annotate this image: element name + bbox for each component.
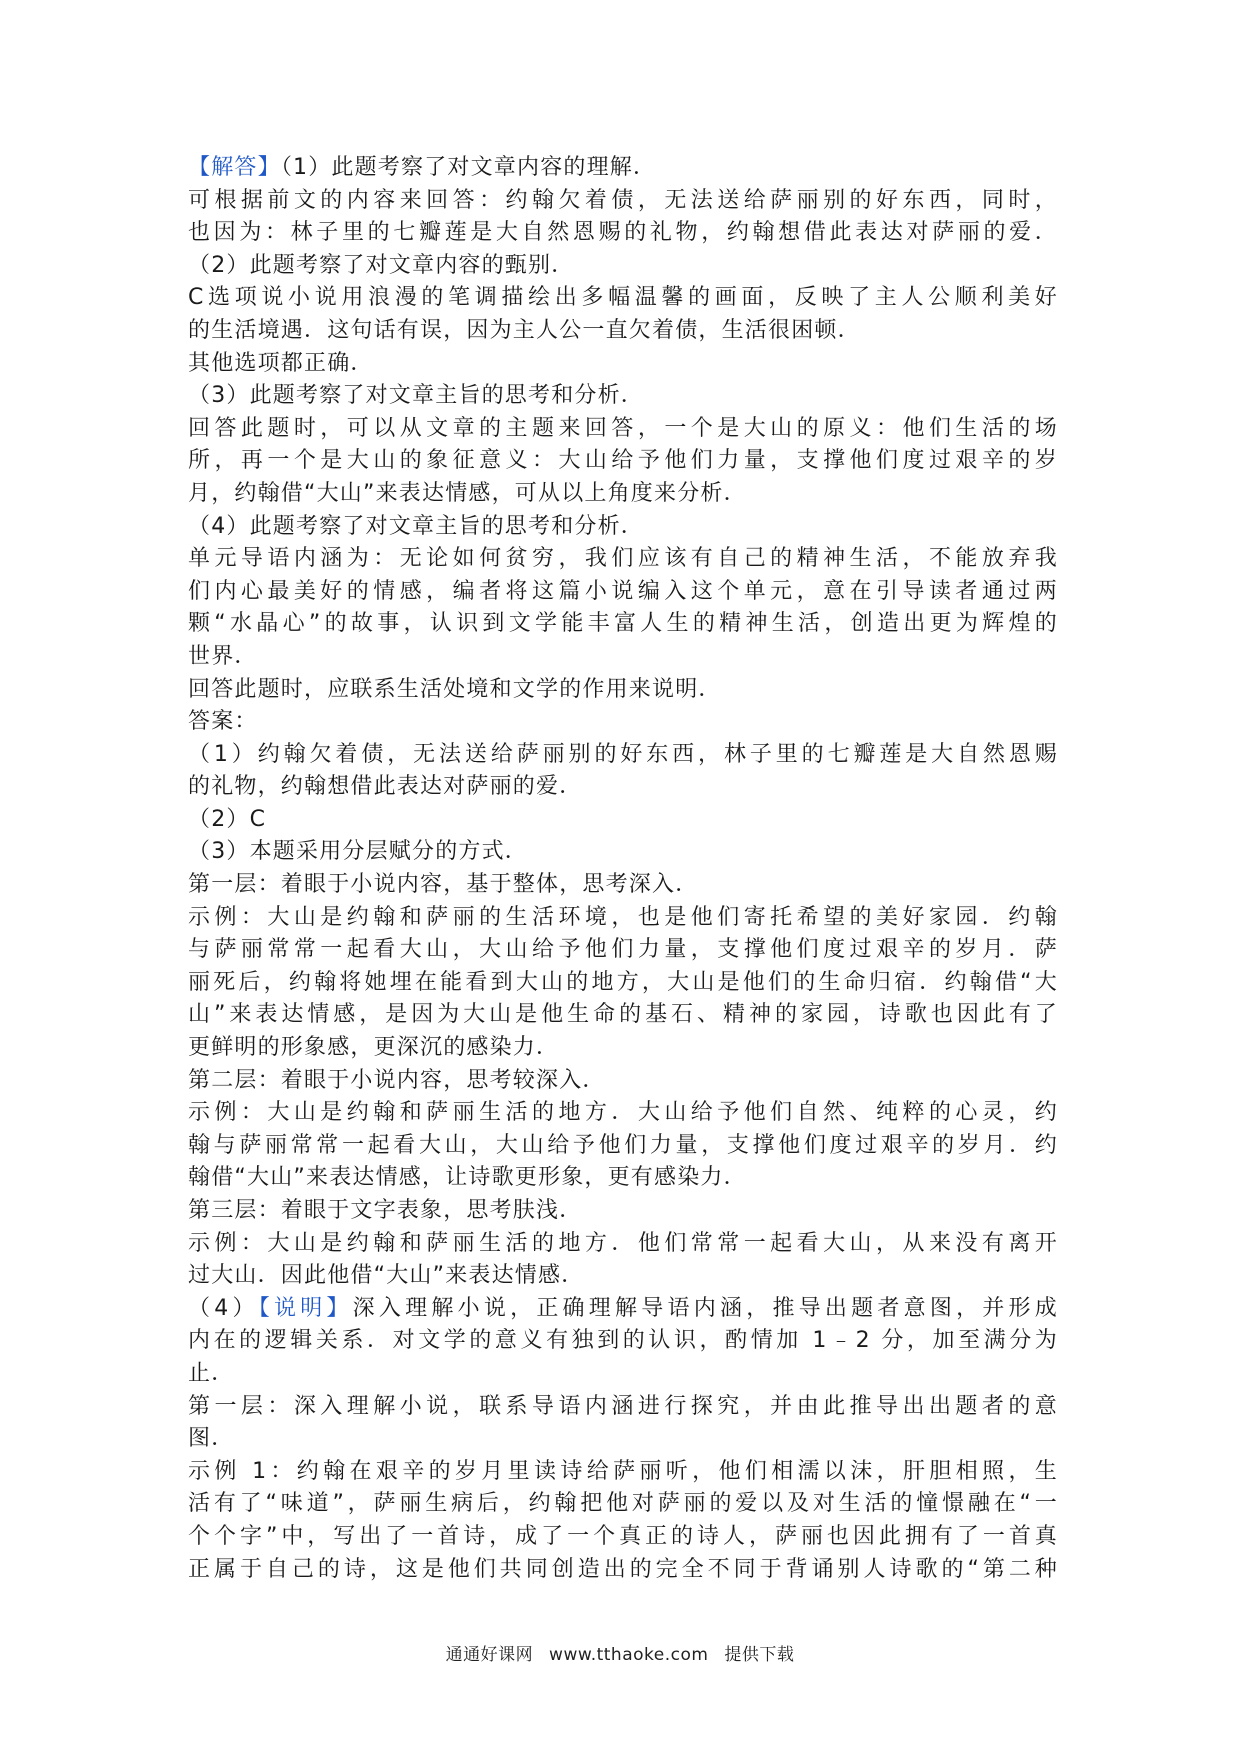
text-line: 过大山．因此他借“大山”来表达情感． [188,1263,585,1289]
text-line: （1）约翰欠着债，无法送给萨丽别的好东西，林子里的七瓣莲是大自然恩赐 [188,741,1058,767]
footer-note: 提供下载 [724,1645,795,1665]
text-line: 第一层：着眼于小说内容，基于整体，思考深入． [188,872,699,898]
text-line: 月，约翰借“大山”来表达情感，可从以上角度来分析． [188,480,747,506]
text-line: 山”来表达情感，是因为大山是他生命的基石、精神的家园，诗歌也因此有了 [188,1002,1058,1028]
text-line: 可根据前文的内容来回答：约翰欠着债，无法送给萨丽别的好东西，同时， [188,187,1058,213]
text-line: （4）此题考察了对文章主旨的思考和分析． [188,513,644,539]
text-line: 回答此题时，可以从文章的主题来回答，一个是大山的原义：他们生活的场 [188,415,1058,441]
text-line: 个个字”中，写出了一首诗，成了一个真正的诗人，萨丽也因此拥有了一首真 [188,1523,1058,1549]
text-line: （3）此题考察了对文章主旨的思考和分析． [188,383,644,409]
text-line: （3）本题采用分层赋分的方式． [188,839,528,865]
text-line: 正属于自己的诗，这是他们共同创造出的完全不同于背诵别人诗歌的“第二种 [188,1556,1058,1582]
text-line: C选项说小说用浪漫的笔调描绘出多幅温馨的画面，反映了主人公顺利美好 [188,285,1058,311]
text-line: 们内心最美好的情感，编者将这篇小说编入这个单元，意在引导读者通过两 [188,578,1058,604]
page-footer [0,1640,1240,1665]
text-line: 更鲜明的形象感，更深沉的感染力． [188,1035,560,1061]
text-line: 颗“水晶心”的故事，认识到文学能丰富人生的精神生活，创造出更为辉煌的 [188,611,1058,637]
text-line: 的礼物，约翰想借此表达对萨丽的爱． [188,774,583,800]
text-line: 所，再一个是大山的象征意义：大山给予他们力量，支撑他们度过艰辛的岁 [188,448,1058,474]
text-line: 翰与萨丽常常一起看大山，大山给予他们力量，支撑他们度过艰辛的岁月．约 [188,1132,1058,1158]
text-line: 翰借“大山”来表达情感，让诗歌更形象，更有感染力． [188,1165,747,1191]
text-line: （2）此题考察了对文章内容的甄别． [188,252,575,278]
text-line: 回答此题时，应联系生活处境和文学的作用来说明． [188,676,722,702]
text-line: 世界． [188,643,258,669]
text-line: 活有了“味道”，萨丽生病后，约翰把他对萨丽的爱以及对生活的憧憬融在“一 [188,1491,1058,1517]
text-line: 示例 1：约翰在艰辛的岁月里读诗给萨丽听，他们相濡以沫，肝胆相照，生 [188,1458,1058,1484]
answer-q1-heading: 【解答】（1）此题考察了对文章内容的理解． [188,155,657,180]
text-line: 第三层：着眼于文字表象，思考肤浅． [188,1198,583,1223]
text-line: 图． [188,1426,235,1452]
text-line: 示例：大山是约翰和萨丽生活的地方．他们常常一起看大山，从来没有离开 [188,1230,1058,1256]
text-line: 的生活境遇．这句话有误，因为主人公一直欠着债，生活很困顿． [188,317,861,343]
text-line: 丽死后，约翰将她埋在能看到大山的地方，大山是他们的生命归宿．约翰借“大 [188,969,1058,995]
text-line: 与萨丽常常一起看大山，大山给予他们力量，支撑他们度过艰辛的岁月．萨 [188,937,1058,963]
text-line: 其他选项都正确． [188,350,374,376]
footer-site-name: 通通好课网 [445,1645,534,1665]
answer-section [188,152,1058,1586]
text-line: 示例：大山是约翰和萨丽生活的地方．大山给予他们自然、纯粹的心灵，约 [188,1100,1058,1126]
answer-q4-explanation: （4）【说明】深入理解小说，正确理解导语内涵，推导出题者意图，并形成 [188,1295,1058,1321]
text-line: 示例：大山是约翰和萨丽的生活环境，也是他们寄托希望的美好家园．约翰 [188,904,1058,930]
answer-tag: 【解答】 [188,155,281,180]
text-line: 单元导语内涵为：无论如何贫穷，我们应该有自己的精神生活，不能放弃我 [188,546,1058,572]
text-line: 第一层：深入理解小说，联系导语内涵进行探究，并由此推导出出题者的意 [188,1393,1058,1419]
text-line: （2）C [188,806,267,832]
text-line: 内在的逻辑关系．对文学的意义有独到的认识，酌情加 1﹣2 分，加至满分为 [188,1328,1058,1354]
text-line: 第二层：着眼于小说内容，思考较深入． [188,1067,606,1093]
text-line: 答案： [188,709,258,735]
footer-url[interactable]: www.tthaoke.com [549,1645,709,1665]
text-line: 止． [188,1360,235,1386]
explanation-tag: 【说明】 [258,1295,353,1321]
text-line: 也因为：林子里的七瓣莲是大自然恩赐的礼物，约翰想借此表达对萨丽的爱． [188,220,1058,246]
